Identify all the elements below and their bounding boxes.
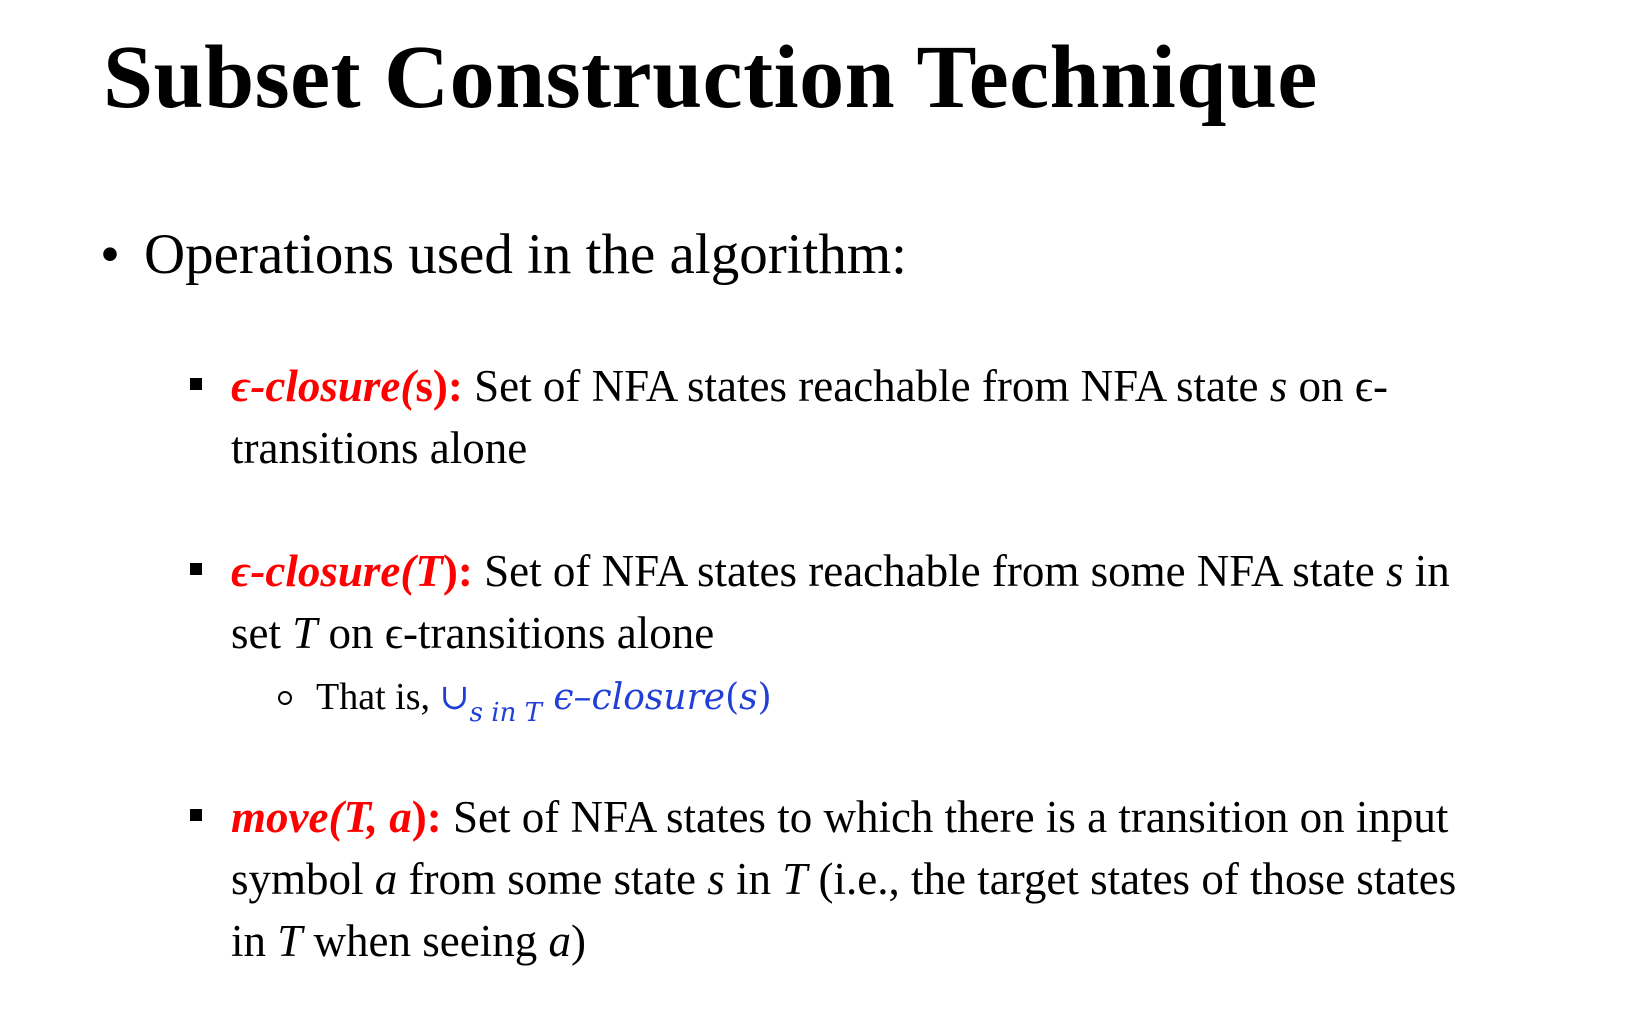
desc-text: Set of NFA states to which there is a transition on input symbol (231, 792, 1449, 904)
term-label: ϵ-closure( (231, 361, 416, 411)
desc-var: T (782, 854, 808, 904)
desc-text: from some state (397, 854, 708, 904)
sub-lead-text: That is, (316, 676, 440, 718)
list-item-body (231, 540, 1481, 664)
list-item-body (231, 786, 1461, 972)
desc-var: s (1385, 546, 1404, 596)
union-symbol: ∪ (439, 677, 470, 718)
formula-function: ϵ–closure (553, 677, 726, 718)
term-close: ): (432, 361, 463, 411)
desc-var: s (1269, 361, 1288, 411)
term-close: ): (411, 792, 442, 842)
desc-var: a (374, 854, 398, 904)
desc-text: on ϵ-transitions alone (317, 608, 715, 658)
square-bullet-icon (190, 378, 202, 390)
union-formula (439, 677, 772, 728)
term-close: ): (442, 546, 473, 596)
desc-text: Set of NFA states reachable from some NFA state (472, 546, 1386, 596)
desc-text: Set of NFA states reachable from NFA state (462, 361, 1270, 411)
term-arg: T, a (343, 792, 412, 842)
union-subscript: s in T (469, 698, 542, 728)
desc-var: s (707, 854, 725, 904)
formula-paren-open: ( (725, 677, 740, 718)
term-label: move( (231, 792, 344, 842)
term-arg: s (415, 361, 433, 411)
bullet-dot-icon: • (100, 223, 120, 286)
square-bullet-icon (190, 563, 202, 575)
desc-text: (i.e., the target states of those states in (231, 854, 1457, 966)
desc-text: in set (231, 546, 1450, 658)
desc-text: in (724, 854, 783, 904)
desc-var: a (548, 916, 571, 966)
square-bullet-icon (190, 809, 202, 821)
desc-var: T (292, 608, 318, 658)
list-item-body (231, 355, 1491, 479)
formula-arg: s (739, 677, 758, 718)
hollow-circle-bullet-icon (278, 691, 292, 705)
term-arg: T (415, 546, 443, 596)
desc-text: on ϵ-transitions alone (231, 361, 1388, 473)
desc-text: when seeing (302, 916, 549, 966)
slide-title: Subset Construction Technique (103, 28, 1318, 127)
term-label: ϵ-closure( (231, 546, 416, 596)
desc-text: ) (570, 916, 586, 966)
desc-var: T (277, 916, 303, 966)
sub-bullet-body (316, 672, 772, 726)
main-bullet-text: Operations used in the algorithm: (144, 223, 908, 286)
formula-paren-close: ) (757, 677, 772, 718)
